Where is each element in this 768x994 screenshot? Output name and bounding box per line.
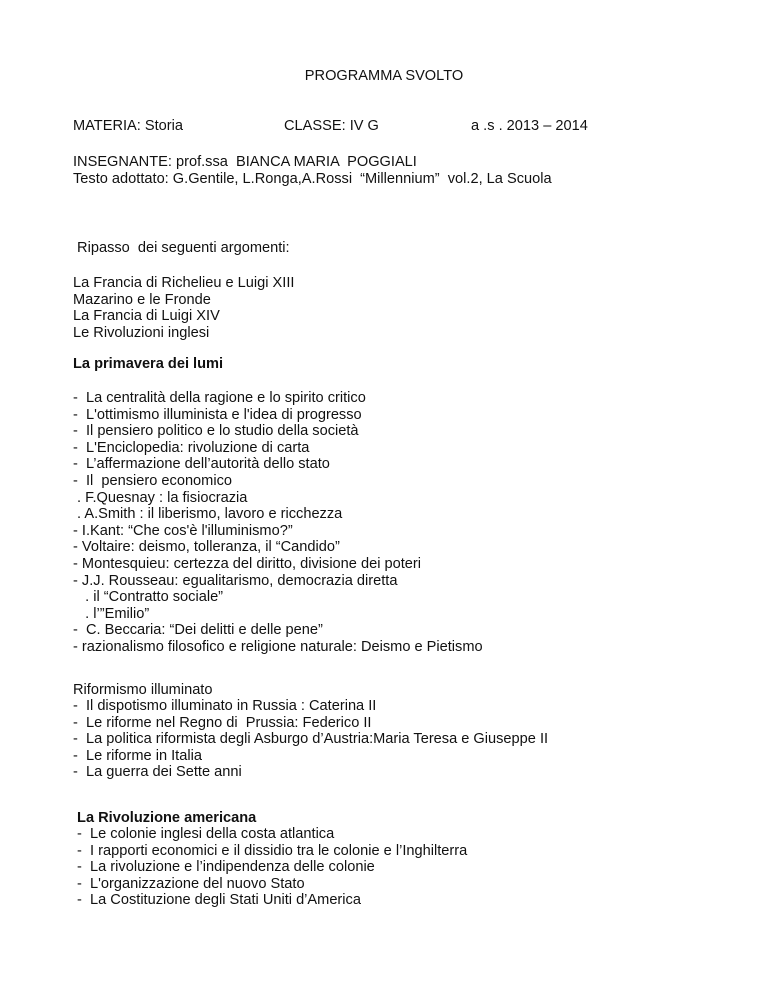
list-item: - razionalismo filosofico e religione naturale: Deismo e Pietismo	[73, 638, 483, 655]
testo-adottato-line: Testo adottato: G.Gentile, L.Ronga,A.Rossi “Millennium” vol.2, La Scuola	[73, 171, 552, 187]
list-item: - L’affermazione dell’autorità dello stato	[73, 456, 330, 473]
ripasso-intro: Ripasso dei seguenti argomenti:	[73, 240, 290, 256]
list-item: - Il dispotismo illuminato in Russia : Caterina II	[73, 698, 377, 714]
riformismo-list	[73, 698, 548, 781]
list-item: - La politica riformista degli Asburgo d’Austria:Maria Teresa e Giuseppe II	[73, 731, 549, 748]
list-item: Mazarino e le Fronde	[73, 291, 211, 308]
section-heading-lumi: La primavera dei lumi	[73, 356, 224, 372]
insegnante-line: INSEGNANTE: prof.ssa BIANCA MARIA POGGIALI	[73, 154, 417, 170]
list-item: . l’”Emilio”	[73, 605, 150, 622]
materia-label: MATERIA: Storia	[73, 118, 184, 134]
list-item: - La rivoluzione e l’indipendenza delle colonie	[73, 859, 375, 876]
list-item: - La centralità della ragione e lo spirito critico	[73, 390, 366, 406]
list-item: - Le colonie inglesi della costa atlantica	[73, 826, 335, 842]
section-heading-americana: La Rivoluzione americana	[73, 810, 257, 826]
list-item: - La Costituzione degli Stati Uniti d’America	[73, 892, 361, 909]
list-item: . il “Contratto sociale”	[73, 589, 224, 606]
list-item: - Voltaire: deismo, tolleranza, il “Candido”	[73, 539, 340, 556]
classe-label: CLASSE: IV G	[284, 118, 379, 134]
list-item: - L'ottimismo illuminista e l'idea di progresso	[73, 406, 362, 423]
list-item: La Francia di Richelieu e Luigi XIII	[73, 275, 295, 291]
list-item: . A.Smith : il liberismo, lavoro e ricchezza	[73, 506, 343, 523]
list-item: - L'Enciclopedia: rivoluzione di carta	[73, 439, 310, 456]
list-item: - Montesquieu: certezza del diritto, divisione dei poteri	[73, 555, 421, 572]
list-item: - C. Beccaria: “Dei delitti e delle pene”	[73, 622, 323, 639]
ripasso-list	[73, 275, 294, 341]
list-item: - I rapporti economici e il dissidio tra le colonie e l’Inghilterra	[73, 842, 468, 859]
section-heading-riformismo: Riformismo illuminato	[73, 682, 213, 698]
list-item: - L'organizzazione del nuovo Stato	[73, 875, 305, 892]
anno-scolastico-label: a .s . 2013 – 2014	[471, 118, 588, 134]
list-item: - Il pensiero politico e lo studio della società	[73, 423, 359, 440]
list-item: - La guerra dei Sette anni	[73, 764, 242, 781]
lumi-list	[73, 390, 483, 656]
americana-list	[73, 826, 467, 909]
list-item: . F.Quesnay : la fisiocrazia	[73, 489, 248, 506]
list-item: - Le riforme nel Regno di Prussia: Federico II	[73, 714, 372, 731]
list-item: - Le riforme in Italia	[73, 747, 202, 764]
list-item: La Francia di Luigi XIV	[73, 308, 220, 325]
list-item: - I.Kant: “Che cos'è l'illuminismo?”	[73, 522, 293, 539]
list-item: - J.J. Rousseau: egualitarismo, democrazia diretta	[73, 572, 398, 589]
list-item: - Il pensiero economico	[73, 472, 232, 489]
page-title: PROGRAMMA SVOLTO	[304, 68, 464, 84]
list-item: Le Rivoluzioni inglesi	[73, 324, 210, 341]
